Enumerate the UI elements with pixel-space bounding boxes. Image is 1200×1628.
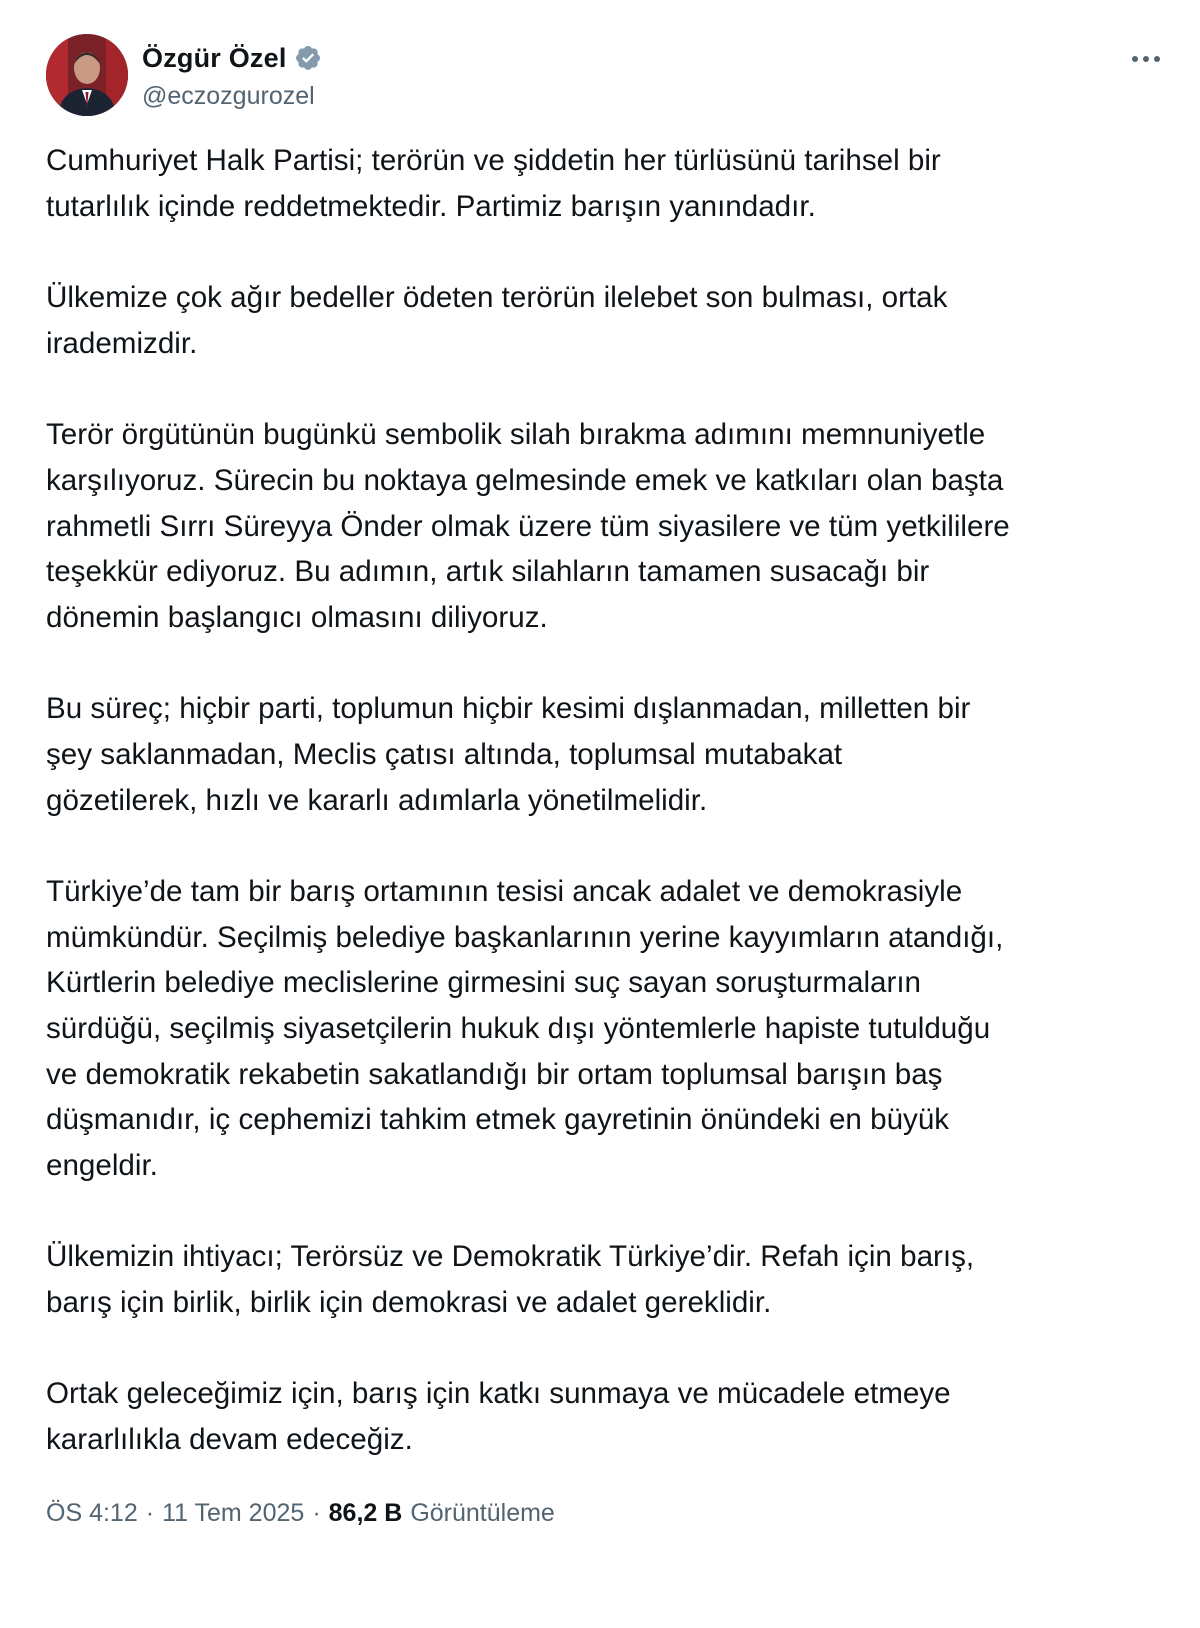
tweet-paragraph: Ülkemizin ihtiyacı; Terörsüz ve Demokratik Türkiye’dir. Refah için barış, barış için birlik, birlik için demokrasi ve adalet gereklidir. (46, 1240, 975, 1319)
tweet-text (46, 138, 1146, 1463)
tweet-paragraph: Türkiye’de tam bir barış ortamının tesisi ancak adalet ve demokrasiyle mümkündür. Seçilmiş belediye başkanlarının yerine kayyımların atandığı, Kürtlerin belediye meclislerine girmesini suç sayan soruşturmaların sürdüğü, seçilmiş siyasetçilerin hukuk dışı yöntemlerle hapiste tutulduğu ve demokratik rekabetin sakatlandığı bir ortam toplumsal barışın baş düşmanıdır, iç cephemizi tahkim etmek gayretinin önündeki en büyük engeldir. (46, 875, 1004, 1182)
tweet-paragraph: Cumhuriyet Halk Partisi; terörün ve şiddetin her türlüsünü tarihsel bir tutarlılık içinde reddetmektedir. Partimiz barışın yanındadır. (46, 144, 941, 223)
author-display-name[interactable]: Özgür Özel (142, 42, 287, 73)
views-label: Görüntüleme (410, 1499, 555, 1527)
meta-separator: · (145, 1499, 155, 1527)
avatar[interactable] (46, 34, 128, 116)
verified-badge-icon[interactable] (294, 44, 322, 72)
author-handle[interactable]: @eczozgurozel (142, 82, 315, 110)
meta-separator: · (312, 1499, 321, 1527)
tweet-metadata (46, 1499, 555, 1528)
tweet-header (46, 34, 1166, 124)
views-count[interactable]: 86,2 B (328, 1499, 403, 1527)
tweet-paragraph: Ortak geleceğimiz için, barış için katkı sunmaya ve mücadele etmeye kararlılıkla devam edeceğiz. (46, 1377, 951, 1457)
tweet-paragraph: Terör örgütünün bugünkü sembolik silah bırakma adımını memnuniyetle karşılıyoruz. Sürecin bu noktaya gelmesinde emek ve katkıları olan başta rahmetli Sırrı Süreyya Önder olmak üzere tüm siyasilere ve tüm yetkililere teşekkür ediyoruz. Bu adımın, artık silahların tamamen susacağı bir dönemin başlangıcı olmasını diliyoruz. (46, 418, 1010, 634)
tweet-date[interactable]: 11 Tem 2025 (162, 1499, 305, 1527)
tweet-paragraph: Ülkemize çok ağır bedeller ödeten terörün ilelebet son bulması, ortak irademizdir. (46, 281, 948, 360)
author-name-row (142, 40, 322, 76)
tweet-time[interactable]: ÖS 4:12 (46, 1499, 138, 1527)
avatar-image (46, 34, 128, 116)
tweet-paragraph: Bu süreç; hiçbir parti, toplumun hiçbir kesimi dışlanmadan, milletten bir şey saklanmadan, Meclis çatısı altında, toplumsal mutabakat gözetilerek, hızlı ve kararlı adımlarla yönetilmelidir. (46, 692, 971, 817)
more-options-icon[interactable] (1126, 44, 1166, 74)
